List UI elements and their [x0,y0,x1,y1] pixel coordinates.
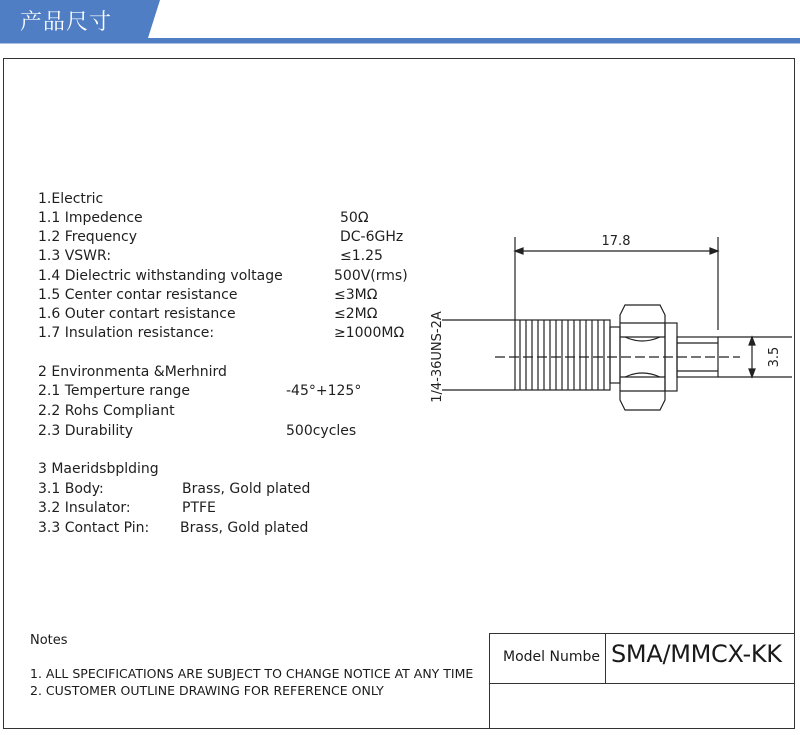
spec-value: 50Ω [340,210,369,226]
spec-label: 1.1 Impedence [38,210,143,226]
model-number-label: Model Numbe [503,649,600,665]
note-line: 2. CUSTOMER OUTLINE DRAWING FOR REFERENCE ONLY [30,683,384,698]
header-rule-light [0,43,800,44]
arrow-right [710,248,718,254]
model-number-value: SMA/MMCX-KK [611,640,782,668]
spec-label: 3.1 Body: [38,481,104,497]
spec-value: -45°+125° [286,383,362,399]
spec-value: ≤3MΩ [334,287,378,303]
spec-label: 1.5 Center contar resistance [38,287,238,303]
spec-value: Brass, Gold plated [182,481,311,497]
arrow-left [515,248,523,254]
spec-label: 2.2 Rohs Compliant [38,403,175,419]
length-dimension-label: 17.8 [601,234,631,249]
title-block-split [605,633,606,683]
header-banner [0,0,800,44]
spec-value: 500V(rms) [334,268,408,284]
materials-heading: 3 Maeridsbplding [38,461,159,477]
environment-heading: 2 Environmenta &Merhnird [38,364,227,380]
spec-value: PTFE [182,500,216,516]
spec-label: 2.3 Durability [38,423,134,439]
spec-value: ≥1000MΩ [334,325,405,341]
neck [610,327,620,383]
title-block-row-line [489,683,795,684]
diameter-dimension-label: 3.5 [767,346,782,368]
spec-value: Brass, Gold plated [180,520,309,536]
electric-heading: 1.Electric [38,191,104,207]
spec-value: ≤2MΩ [334,306,378,322]
spec-value: 500cycles [286,423,357,439]
spec-value: ≤1.25 [340,248,383,264]
connector-drawing [420,225,795,425]
header-tab-slant [148,0,160,38]
spec-label: 3.2 Insulator: [38,500,131,516]
page-title: 产品尺寸 [20,10,113,35]
spec-value: DC-6GHz [340,229,404,245]
spec-label: 1.2 Frequency [38,229,138,245]
thread-spec-label: 1/4-36UNS-2A [430,311,445,403]
spec-label: 2.1 Temperture range [38,383,190,399]
spec-label: 3.3 Contact Pin: [38,520,150,536]
spec-label: 1.3 VSWR: [38,248,112,264]
note-line: 1. ALL SPECIFICATIONS ARE SUBJECT TO CHANGE NOTICE AT ANY TIME [30,666,474,681]
spec-label: 1.6 Outer contart resistance [38,306,236,322]
notes-title: Notes [30,633,68,648]
spec-label: 1.7 Insulation resistance: [38,325,215,341]
spec-label: 1.4 Dielectric withstanding voltage [38,268,283,284]
